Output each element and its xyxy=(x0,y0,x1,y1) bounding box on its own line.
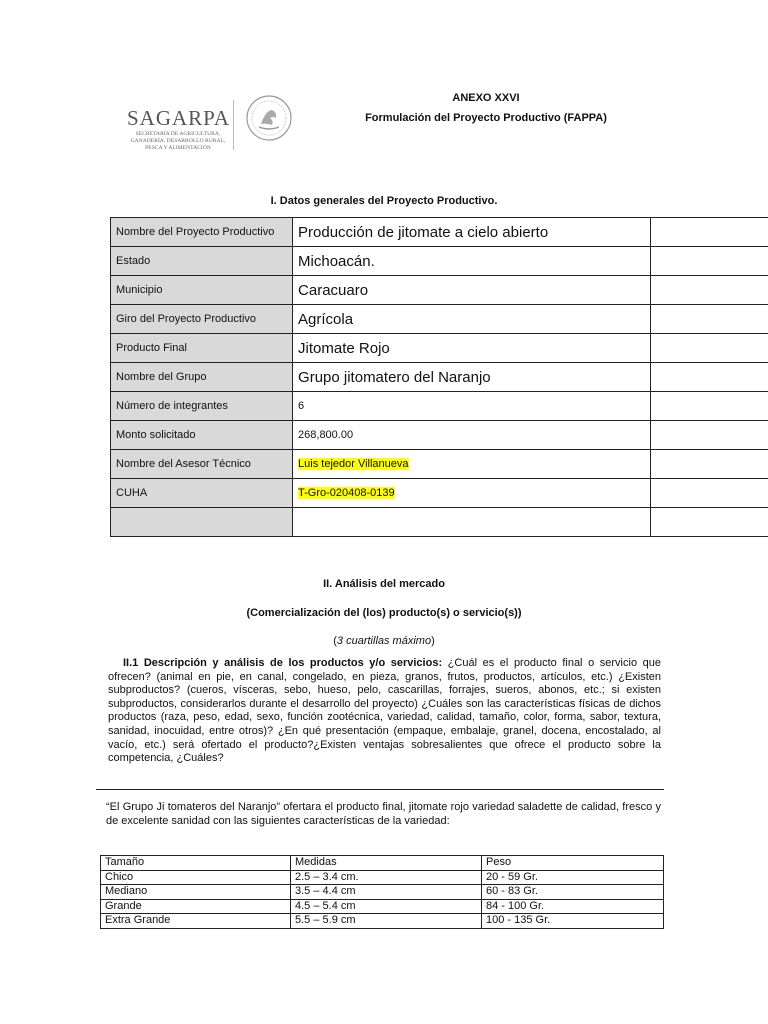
section1-title: I. Datos generales del Proyecto Productivo. xyxy=(270,195,498,207)
empty-cell xyxy=(651,276,768,305)
question-text: ¿Cuál es el producto final o servicio que ofrecen? (animal en pie, en canal, congelado, en pieza, granos, frutos, productos, artículos, etc.) ¿Existen subproductos? (cueros, vísceras, sebo, hueso, pelo, cascarillas, forrajes, sueros, abonos, etc.; si existen subproductos, considerarlos durante el desarrollo del proyecto) ¿Cuáles son las características físicas de dichos productos (raza, peso, edad, sexo, función zootécnica, variedad, calidad, tamaño, color, forma, sabor, textura, sanidad, inocuidad, entre otros)? ¿En qué presentación (empaque, embalaje, granel, docena, encostalado, al vacío, etc.) será ofertado el producto?¿Existen ventajas sobresalientes que ofrece el producto sobre la competencia, ¿Cuáles? xyxy=(108,657,661,765)
question-paragraph xyxy=(108,657,661,766)
empty-cell xyxy=(651,392,768,421)
row-label: Municipio xyxy=(111,276,293,305)
column-header: Peso xyxy=(482,856,664,871)
size-cell: Grande xyxy=(101,899,291,914)
question-heading: II.1 Descripción y análisis de los productos y/o servicios: xyxy=(123,657,443,669)
size-cell: Chico xyxy=(101,870,291,885)
table-row xyxy=(101,914,664,929)
table-row xyxy=(101,899,664,914)
highlighted-value: T-Gro-020408-0139 xyxy=(298,487,395,499)
size-cell: Extra Grande xyxy=(101,914,291,929)
measure-cell: 2.5 – 3.4 cm. xyxy=(291,870,482,885)
row-value: Agrícola xyxy=(293,305,651,334)
table-row xyxy=(111,508,768,537)
empty-cell xyxy=(651,247,768,276)
row-value: 268,800.00 xyxy=(293,421,651,450)
table-row xyxy=(111,421,768,450)
row-value: Caracuaro xyxy=(293,276,651,305)
weight-cell: 84 - 100 Gr. xyxy=(482,899,664,914)
sagarpa-logo-subtitle: SECRETARÍA DE AGRICULTURA, GANADERÍA, DESARROLLO RURAL, PESCA Y ALIMENTACIÓN xyxy=(130,131,226,151)
row-value: Michoacán. xyxy=(293,247,651,276)
row-label: Giro del Proyecto Productivo xyxy=(111,305,293,334)
size-cell: Mediano xyxy=(101,885,291,900)
divider-line xyxy=(96,789,664,790)
table-row xyxy=(111,305,768,334)
table-row xyxy=(101,870,664,885)
table-row xyxy=(111,392,768,421)
table-header-row xyxy=(101,856,664,871)
answer-paragraph: “El Grupo Ji tomateros del Naranjo” ofertara el producto final, jitomate rojo variedad saladette de calidad, fresco y de excelente sanidad con las siguientes características de la variedad: xyxy=(106,801,661,827)
weight-cell: 20 - 59 Gr. xyxy=(482,870,664,885)
empty-cell xyxy=(651,421,768,450)
section2-title: II. Análisis del mercado xyxy=(323,578,445,590)
empty-cell xyxy=(651,218,768,247)
logo-divider xyxy=(233,100,234,150)
row-value xyxy=(293,479,651,508)
empty-cell xyxy=(651,479,768,508)
row-value xyxy=(293,508,651,537)
empty-cell xyxy=(651,450,768,479)
page-limit-note: (3 cuartillas máximo) xyxy=(333,635,435,647)
annex-title: ANEXO XXVI xyxy=(452,92,520,104)
empty-cell xyxy=(651,334,768,363)
row-value: Grupo jitomatero del Naranjo xyxy=(293,363,651,392)
general-data-table xyxy=(110,217,768,537)
measure-cell: 4.5 – 5.4 cm xyxy=(291,899,482,914)
section2-subtitle: (Comercialización del (los) producto(s) o servicio(s)) xyxy=(246,607,522,619)
table-row xyxy=(111,334,768,363)
row-label: Nombre del Grupo xyxy=(111,363,293,392)
sagarpa-logo-text: SAGARPA xyxy=(127,106,231,130)
measure-cell: 3.5 – 4.4 cm xyxy=(291,885,482,900)
empty-cell xyxy=(651,363,768,392)
row-value: 6 xyxy=(293,392,651,421)
row-value xyxy=(293,450,651,479)
column-header: Tamaño xyxy=(101,856,291,871)
row-value: Producción de jitomate a cielo abierto xyxy=(293,218,651,247)
row-label: Nombre del Proyecto Productivo xyxy=(111,218,293,247)
column-header: Medidas xyxy=(291,856,482,871)
form-title: Formulación del Proyecto Productivo (FAPPA) xyxy=(365,112,607,124)
table-row xyxy=(111,218,768,247)
row-label: Estado xyxy=(111,247,293,276)
table-row xyxy=(111,363,768,392)
row-value: Jitomate Rojo xyxy=(293,334,651,363)
row-label: Nombre del Asesor Técnico xyxy=(111,450,293,479)
row-label xyxy=(111,508,293,537)
measure-cell: 5.5 – 5.9 cm xyxy=(291,914,482,929)
row-label: Número de integrantes xyxy=(111,392,293,421)
highlighted-value: Luis tejedor Villanueva xyxy=(298,458,409,470)
row-label: Monto solicitado xyxy=(111,421,293,450)
row-label: CUHA xyxy=(111,479,293,508)
empty-cell xyxy=(651,305,768,334)
weight-cell: 60 - 83 Gr. xyxy=(482,885,664,900)
table-row xyxy=(111,247,768,276)
table-row xyxy=(111,479,768,508)
size-table xyxy=(100,855,664,929)
table-row xyxy=(111,276,768,305)
empty-cell xyxy=(651,508,768,537)
page-limit-text: 3 cuartillas máximo xyxy=(336,635,432,647)
row-label: Producto Final xyxy=(111,334,293,363)
table-row xyxy=(101,885,664,900)
weight-cell: 100 - 135 Gr. xyxy=(482,914,664,929)
table-row xyxy=(111,450,768,479)
